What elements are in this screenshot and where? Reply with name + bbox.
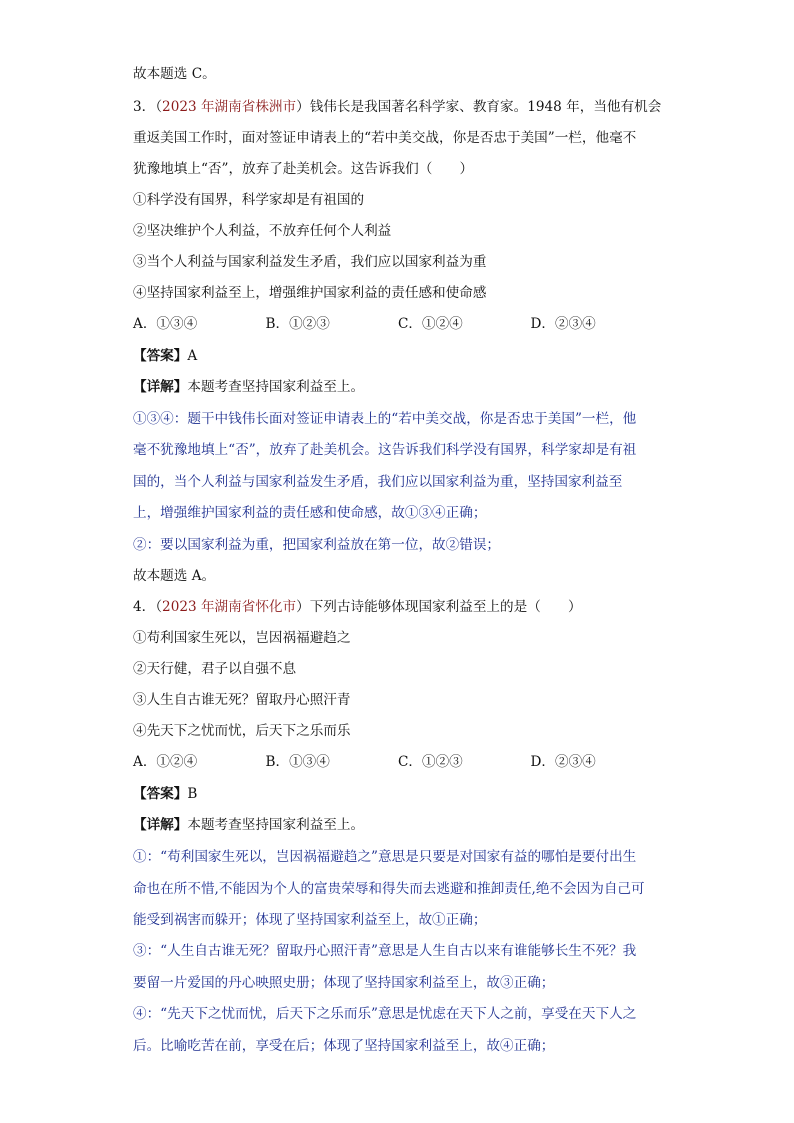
q3-answer [133,346,663,366]
q3-explanation-line-2: 毫不犹豫地填上“否”，放弃了赴美机会。这告诉我们科学没有国界，科学家却是有祖 [133,442,637,458]
q4-detail-label: 【详解】 [133,817,188,833]
q3-option-c: C．①②④ [398,316,463,332]
q3-explanation-line-1: ①③④：题干中钱伟长面对签证申请表上的“若中美交战，你是否忠于美国”一栏，他 [133,411,637,427]
q4-answer [133,784,663,804]
q3-conclusion: 故本题选 A。 [133,568,216,584]
q3-answer-value: A [187,348,198,364]
q4-source: 2023 年湖南省怀化市 [162,599,297,615]
q4-option-a: A．①②④ [133,754,198,770]
q4-option-b: B．①③④ [265,754,330,770]
q3-answer-label: 【答案】 [133,348,188,364]
q3-option-a: A．①③④ [133,316,198,332]
q4-stem-line-1 [133,597,663,617]
q4-item-2: ②天行健，君子以自强不息 [133,661,297,677]
q3-stem-text: ）钱伟长是我国著名科学家、教育家。1948 年，当他有机会 [296,99,662,115]
q4-answer-value: B [187,786,198,802]
q3-stem-line-1 [133,97,663,117]
q4-stem-text: ）下列古诗能够体现国家利益至上的是（ ） [296,599,582,615]
q4-detail [133,815,663,835]
q3-explanation-line-5: ②：要以国家利益为重，把国家利益放在第一位，故②错误； [133,537,501,553]
q4-explanation-line-4: ③：“人生自古谁无死？留取丹心照汗青”意思是人生自古以来有谁能够长生不死？我 [133,943,637,959]
q3-number: 3．（ [133,99,163,115]
q3-item-1: ①科学没有国界，科学家却是有祖国的 [133,192,365,208]
q3-item-2: ②坚决维护个人利益，不放弃任何个人利益 [133,223,392,239]
q3-option-b: B．①②③ [265,316,330,332]
q4-option-c: C．①②③ [398,754,463,770]
q4-number: 4．（ [133,599,163,615]
q3-detail-label: 【详解】 [133,379,188,395]
q4-answer-label: 【答案】 [133,786,188,802]
q3-stem-line-3: 犹豫地填上“否”，放弃了赴美机会。这告诉我们（ ） [133,161,474,177]
q4-explanation-line-7: 后。比喻吃苦在前，享受在后；体现了坚持国家利益至上，故④正确； [133,1038,555,1054]
q3-item-3: ③当个人利益与国家利益发生矛盾，我们应以国家利益为重 [133,254,487,270]
q3-stem-line-2: 重返美国工作时，面对签证申请表上的“若中美交战，你是否忠于美国”一栏，他毫不 [133,130,637,146]
q3-option-d: D．②③④ [530,316,596,332]
q4-explanation-line-3: 能受到祸害而躲开；体现了坚持国家利益至上，故①正确； [133,912,487,928]
q4-item-1: ①苟利国家生死以，岂因祸福避趋之 [133,630,351,646]
q4-options [133,752,663,772]
q3-explanation-line-4: 上，增强维护国家利益的责任感和使命感，故①③④正确； [133,505,487,521]
q3-item-4: ④坚持国家利益至上，增强维护国家利益的责任感和使命感 [133,285,487,301]
q3-source: 2023 年湖南省株洲市 [162,99,297,115]
q3-detail-text: 本题考查坚持国家利益至上。 [187,379,365,395]
q4-option-d: D．②③④ [530,754,596,770]
q3-explanation-line-3: 国的，当个人利益与国家利益发生矛盾，我们应以国家利益为重，坚持国家利益至 [133,474,623,490]
q4-detail-text: 本题考查坚持国家利益至上。 [187,817,365,833]
q3-options [133,314,663,334]
q4-explanation-line-6: ④：“先天下之忧而忧，后天下之乐而乐”意思是忧虑在天下人之前，享受在天下人之 [133,1006,637,1022]
q4-item-3: ③人生自古谁无死？留取丹心照汗青 [133,692,351,708]
q4-explanation-line-5: 要留一片爱国的丹心映照史册；体现了坚持国家利益至上，故③正确； [133,975,555,991]
q4-item-4: ④先天下之忧而忧，后天下之乐而乐 [133,723,351,739]
previous-conclusion: 故本题选 C。 [133,66,216,82]
q4-explanation-line-1: ①：“苟利国家生死以，岂因祸福避趋之”意思是只要是对国家有益的哪怕是要付出生 [133,849,637,865]
q4-explanation-line-2: 命也在所不惜,不能因为个人的富贵荣辱和得失而去逃避和推卸责任,绝不会因为自己可 [133,881,645,897]
q3-detail [133,377,663,397]
